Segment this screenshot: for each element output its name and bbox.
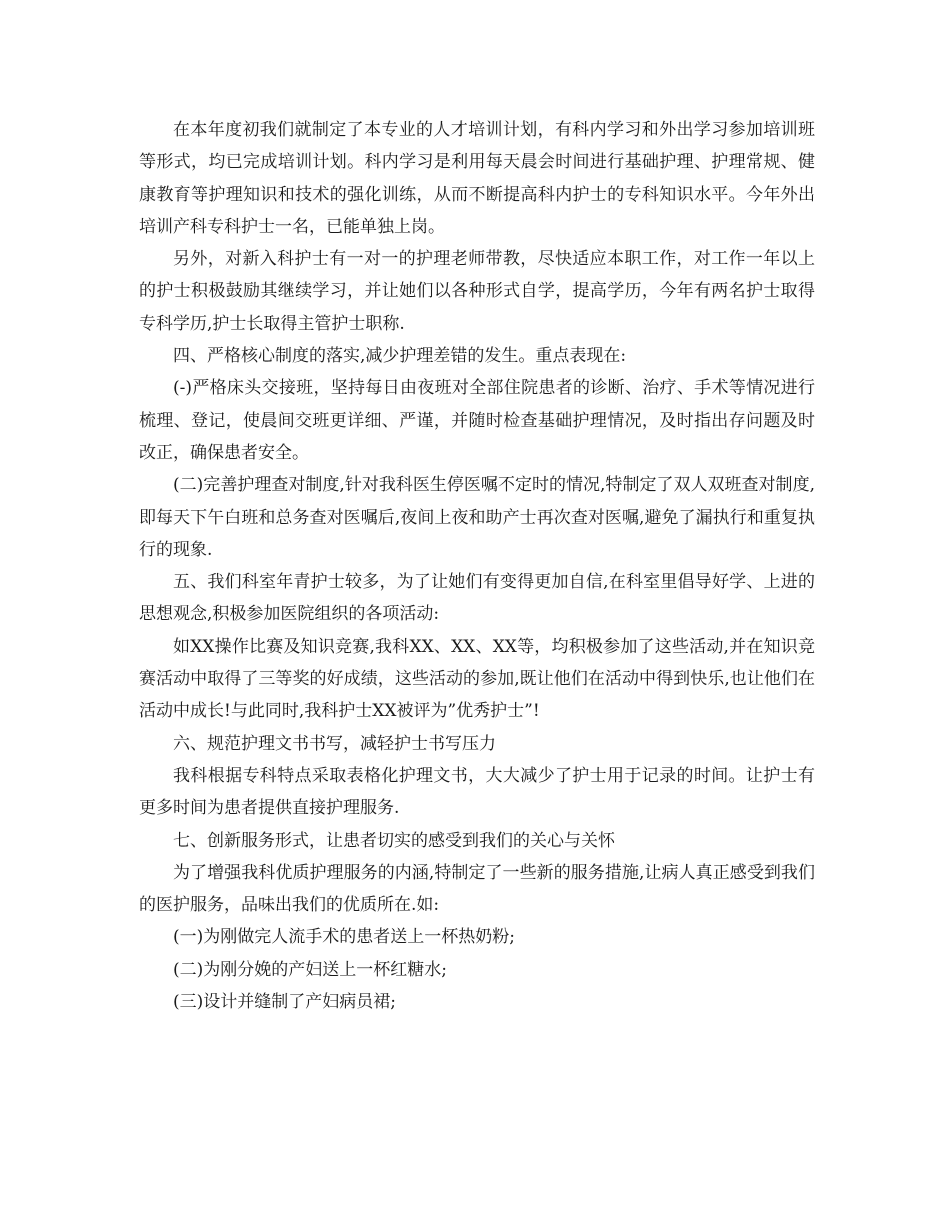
paragraph-service-measures: 为了增强我科优质护理服务的内涵,特制定了一些新的服务措施,让病人真正感受到我们的医护服务，品味出我们的优质所在.如: [139,862,815,916]
paragraph-new-nurses: 另外，对新入科护士有一对一的护理老师带教，尽快适应本职工作，对工作一年以上的护士积极鼓励其继续学习，并让她们以各种形式自学，提高学历，今年有两名护士取得专科学历,护士长取得主管护士职称. [139,249,815,334]
paragraph-competitions: 如XX操作比赛及知识竞赛,我科XX、XX、XX等，均积极参加了这些活动,并在知识竞赛活动中取得了三等奖的好成绩，这些活动的参加,既让他们在活动中得到快乐,也让他们在活动中成长!与此同时,我科护士XX被评为”优秀护士”! [139,636,815,722]
section-heading-core-system: 四、严格核心制度的落实,减少护理差错的发生。重点表现在: [173,346,627,367]
list-item-warm-milk: (一)为刚做完人流手术的患者送上一杯热奶粉; [173,927,515,948]
paragraph-training-plan: 在本年度初我们就制定了本专业的人才培训计划，有科内学习和外出学习参加培训班等形式，均已完成培训计划。科内学习是利用每天晨会时间进行基础护理、护理常规、健康教育等护理知识和技术的强化训练，从而不断提高科内护士的专科知识水平。今年外出培训产科专科护士一名，已能单独上岗。 [139,120,815,237]
list-item-brown-sugar-water: (二)为刚分娩的产妇送上一杯红糖水; [173,959,447,980]
list-item-patient-gown: (三)设计并缝制了产妇病员裙; [173,992,396,1013]
paragraph-check-system: (二)完善护理查对制度,针对我科医生停医嘱不定时的情况,特制定了双人双班查对制度,即每天下午白班和总务查对医嘱后,夜间上夜和助产士再次查对医嘱,避免了漏执行和重复执行的现象. [139,475,815,560]
paragraph-bedside-handover: (-)严格床头交接班，坚持每日由夜班对全部住院患者的诊断、治疗、手术等情况进行梳理、登记，使晨间交班更详细、严谨，并随时检查基础护理情况，及时指出存问题及时改正，确保患者安全。 [139,378,815,463]
section-heading-documentation: 六、规范护理文书书写，减轻护士书写压力 [173,733,496,754]
paragraph-table-documents: 我科根据专科特点采取表格化护理文书，大大减少了护士用于记录的时间。让护士有更多时间为患者提供直接护理服务. [139,765,815,819]
document-body [139,114,815,1018]
section-heading-young-nurses: 五、我们科室年青护士较多，为了让她们有变得更加自信,在科室里倡导好学、上进的思想观念,积极参加医院组织的各项活动: [139,572,815,625]
section-heading-service-innovation: 七、创新服务形式，让患者切实的感受到我们的关心与关怀 [173,830,615,851]
